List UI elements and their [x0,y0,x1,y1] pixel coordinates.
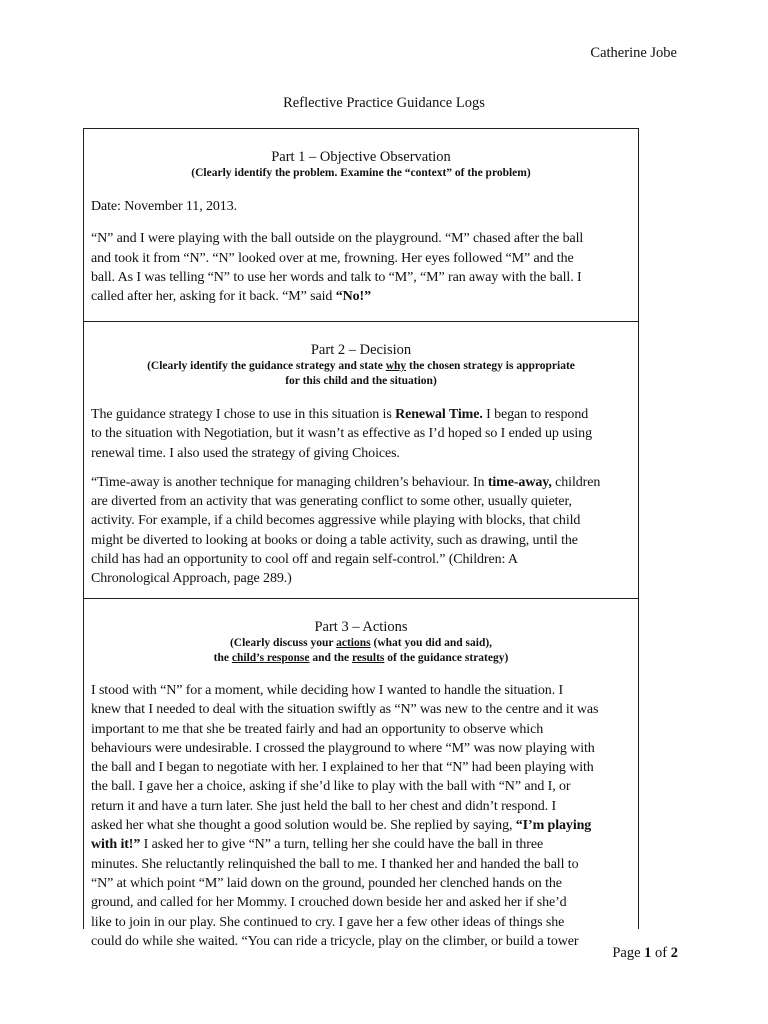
author-name: Catherine Jobe [590,45,677,61]
p3-line: I asked her to give “N” a turn, telling her she could have the ball in three [140,837,544,853]
p3-line: knew that I needed to deal with the situation swiftly as “N” was new to the centre and it was [91,702,599,718]
p3-line: could do while she waited. “You can ride a tricycle, play on the climber, or build a tower [91,933,579,949]
guidance-log-table [83,128,639,949]
p3-line: the ball. I gave her a choice, asking if she’d like to play with the ball with “N” and I, or [91,779,571,795]
document-title: Reflective Practice Guidance Logs [283,95,485,111]
p3-line: ground, and called for her Mommy. I crouched down beside her and asked her if she’d [91,895,567,911]
sub-text: (what you did and said), [370,637,493,649]
quote-with-it: with it!” [91,837,141,853]
page-label: Page [612,945,645,961]
part3-section [84,599,638,949]
p1-line: I began to respond [482,407,589,422]
part2-subtitle-post: the chosen strategy is appropriate [406,360,575,372]
part2-subtitle-why: why [385,360,407,372]
part3-body [91,681,631,951]
page-current: 1 [644,945,652,961]
sub-text: (Clearly discuss your [229,637,337,649]
p3-line: I stood with “N” for a moment, while deciding how I wanted to handle the situation. I [91,683,564,698]
part2-title: Part 2 – Decision [310,342,412,358]
p2-line: “Time-away is another technique for managing children’s behaviour. In [91,474,488,490]
part1-line: “N” and I were playing with the ball outside on the playground. “M” chased after the ball [91,231,584,247]
part2-paragraph2 [91,473,631,589]
part1-date: Date: November 11, 2013. [91,199,237,214]
part1-body [91,229,631,306]
p3-line: behaviours were undesirable. I crossed the playground to where “M” was now playing with [91,740,595,756]
time-away-term: time-away, [487,474,552,490]
part3-subtitle-line1 [91,636,631,651]
p3-line: “N” at which point “M” laid down on the ground, pounded her clenched hands on the [91,875,562,891]
quote-no: “No!” [335,289,371,305]
sub-results: results [352,652,385,664]
p2-line: are diverted from an activity that was generating conflict to some other, usually quieter, [91,494,572,510]
p2-line: child has had an opportunity to cool off and regain self-control.” (Children: A [91,552,518,568]
part3-subtitle-line2 [91,651,631,666]
part1-section [84,129,638,322]
p1-line: renewal time. I also used the strategy of giving Choices. [91,445,400,461]
p1-line: to the situation with Negotiation, but it wasn’t as effective as I’d hoped so I ended up using [91,426,592,442]
part2-subtitle [91,359,631,374]
p2-line: might be diverted to looking at books or doing a table activity, such as drawing, until the [91,532,578,548]
sub-text: of the guidance strategy) [384,652,509,664]
part3-title: Part 3 – Actions [314,619,408,635]
part2-section [84,322,638,599]
part2-subtitle-line2: for this child and the situation) [285,375,437,387]
page-total: 2 [670,945,678,961]
sub-actions: actions [336,637,371,649]
part2-subtitle-pre: (Clearly identify the guidance strategy and state [147,360,386,372]
p1-line: The guidance strategy I chose to use in this situation is [91,407,396,422]
sub-text: and the [309,652,353,664]
p3-line: like to join in our play. She continued to cry. I gave her a few other ideas of things she [91,914,565,930]
p2-line: Chronological Approach, page 289.) [91,571,292,587]
renewal-time-term: Renewal Time. [395,407,483,422]
p3-line: the ball and I began to negotiate with her. I explained to her that “N” had been playing with [91,760,594,776]
part1-line: ball. As I was telling “N” to use her words and talk to “M”, “M” ran away with the ball. I [91,269,582,285]
part1-line: called after her, asking for it back. “M” said [91,289,336,305]
p2-line: activity. For example, if a child becomes aggressive while playing with blocks, that child [91,513,581,529]
part1-title: Part 1 – Objective Observation [271,149,451,165]
sub-childs-response: child’s response [231,652,310,664]
of-label: of [651,945,671,961]
part2-paragraph1 [91,405,631,463]
quote-playing: “I’m playing [515,818,592,834]
sub-text: the [213,652,232,664]
p3-line: asked her what she thought a good solution would be. She replied by saying, [91,818,516,834]
p3-line: return it and have a turn later. She just held the ball to her chest and didn’t respond. I [91,798,557,814]
p3-line: important to me that she be treated fairly and had an opportunity to observe which [91,721,544,737]
part1-line: and took it from “N”. “N” looked over at me, frowning. Her eyes followed “M” and the [91,250,574,266]
page-number [612,945,678,962]
p2-line: children [551,474,601,490]
p3-line: minutes. She reluctantly relinquished the ball to me. I thanked her and handed the ball to [91,856,579,872]
part1-subtitle: (Clearly identify the problem. Examine the “context” of the problem) [191,167,531,179]
